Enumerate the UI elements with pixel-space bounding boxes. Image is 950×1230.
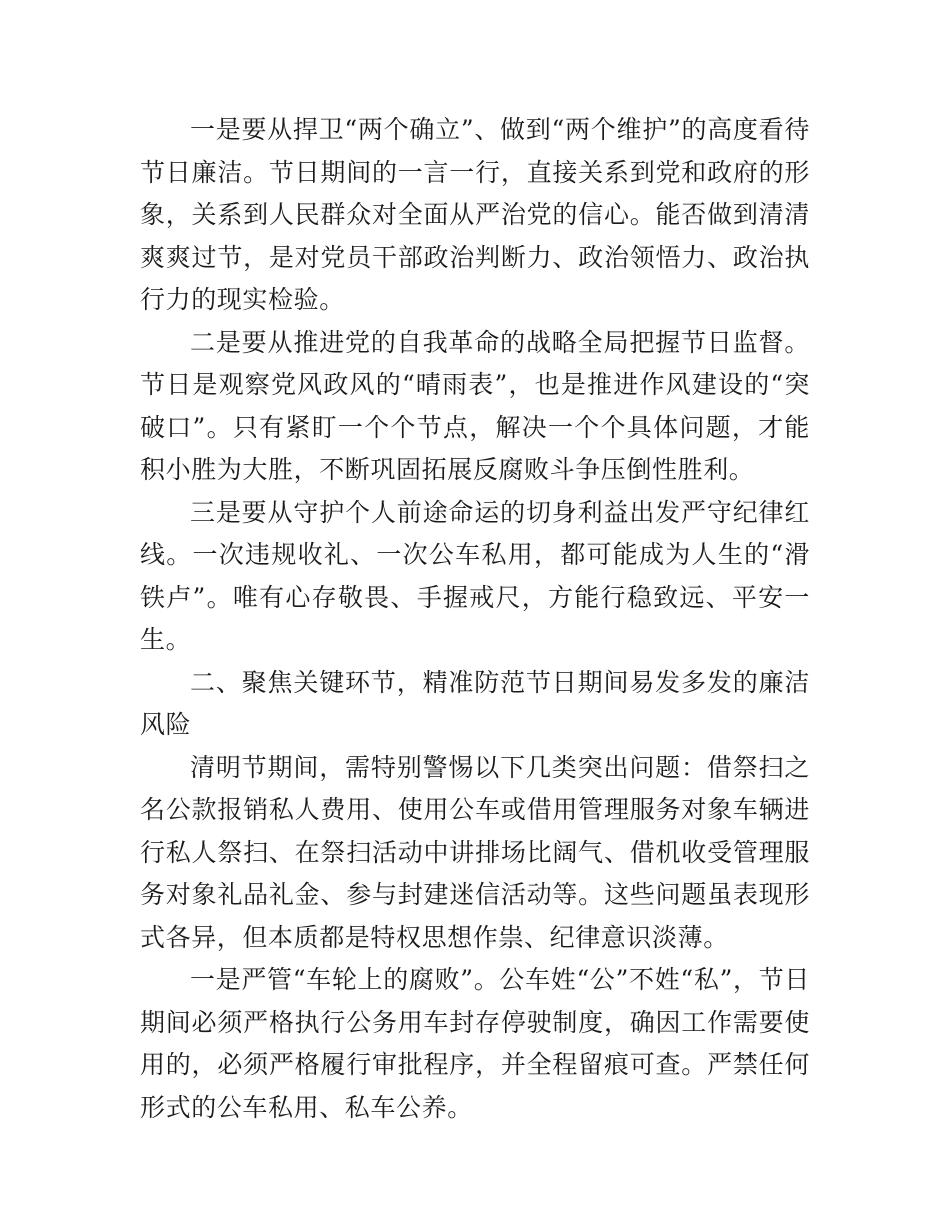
- section-heading-two: 二、聚焦关键环节，精准防范节日期间易发多发的廉洁风险: [140, 667, 810, 739]
- paragraph-qingming-issues: 清明节期间，需特别警惕以下几类突出问题：借祭扫之名公款报销私人费用、使用公车或借用管理服务对象车辆进行私人祭扫、在祭扫活动中讲排场比阔气、借机收受管理服务对象礼品礼金、参与封建迷信活动等。这些问题虽表现形式各异，但本质都是特权思想作祟、纪律意识淡薄。: [140, 752, 810, 952]
- document-body: [140, 109, 810, 1129]
- paragraph-third-point: 三是要从守护个人前途命运的切身利益出发严守纪律红线。一次违规收礼、一次公车私用，都可能成为人生的“滑铁卢”。唯有心存敬畏、手握戒尺，方能行稳致远、平安一生。: [140, 497, 810, 654]
- paragraph-first-point: 一是要从捍卫“两个确立”、做到“两个维护”的高度看待节日廉洁。节日期间的一言一行，直接关系到党和政府的形象，关系到人民群众对全面从严治党的信心。能否做到清清爽爽过节，是对党员干部政治判断力、政治领悟力、政治执行力的现实检验。: [140, 115, 810, 314]
- paragraph-vehicle-corruption: 一是严管“车轮上的腐败”。公车姓“公”不姓“私”，节日期间必须严格执行公务用车封存停驶制度，确因工作需要使用的，必须严格履行审批程序，并全程留痕可查。严禁任何形式的公车私用、私车公养。: [140, 965, 810, 1122]
- paragraph-second-point: 二是要从推进党的自我革命的战略全局把握节日监督。节日是观察党风政风的“晴雨表”，也是推进作风建设的“突破口”。只有紧盯一个个节点，解决一个个具体问题，才能积小胜为大胜，不断巩固拓展反腐败斗争压倒性胜利。: [140, 327, 810, 484]
